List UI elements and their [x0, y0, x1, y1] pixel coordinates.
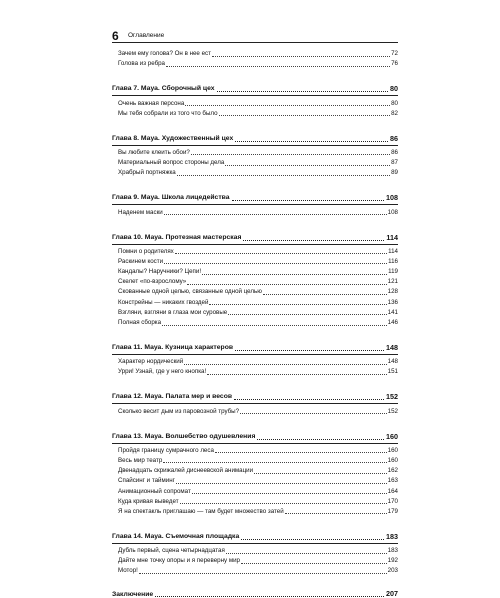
toc-item[interactable]	[118, 506, 398, 516]
chapter-heading[interactable]	[112, 336, 398, 352]
toc-item-title: Я на спектакль приглашаю — там будет множество затей	[118, 507, 284, 515]
toc-item-page: 87	[391, 159, 398, 167]
leader-dots	[187, 284, 386, 285]
toc-item[interactable]	[118, 445, 398, 455]
toc-item[interactable]	[118, 157, 398, 167]
toc-item[interactable]	[118, 545, 398, 555]
toc-item-title: Взгляни, взгляни в глаза мои суровые	[118, 308, 228, 316]
toc-item-page: 152	[387, 407, 398, 415]
toc-item[interactable]	[118, 266, 398, 276]
toc-item-page: 151	[387, 368, 398, 376]
leader-dots	[285, 513, 387, 514]
toc-item-page: 141	[387, 308, 398, 316]
chapter-rule	[112, 244, 398, 245]
chapter-rule	[112, 95, 398, 96]
leader-dots	[212, 56, 390, 57]
toc-item[interactable]	[118, 108, 398, 118]
toc-item-title: Куда кривая выведет	[118, 497, 179, 505]
toc-item-title: Очень важная персона	[118, 99, 185, 107]
toc-item-title: Мы тебя собрали из того что было	[118, 109, 218, 117]
toc-item-page: 80	[391, 99, 398, 107]
toc-item-title: Пройдя границу сумрачного леса	[118, 446, 214, 454]
toc-item-title: Спайсинг и тайминг	[118, 477, 175, 485]
toc-item-title: Вы любите клеить обои?	[118, 148, 190, 156]
leader-dots	[177, 175, 390, 176]
toc-item-page: 170	[387, 497, 398, 505]
chapter-title: Глава 11. Мауа. Кузница характеров	[112, 344, 234, 351]
chapter-items	[112, 246, 398, 328]
chapter-page: 80	[390, 84, 398, 94]
chapter-items	[112, 356, 398, 376]
chapter-section	[112, 77, 398, 117]
chapter-title: Глава 10. Мауа. Протезная мастерская	[112, 233, 242, 241]
leader-dots	[163, 462, 386, 463]
toc-item[interactable]	[118, 366, 398, 376]
toc-item-page: 82	[391, 109, 398, 117]
leader-dots	[226, 553, 387, 554]
leader-dots	[228, 314, 386, 315]
toc-item-title: Помни о родителях	[118, 247, 174, 255]
toc-item[interactable]	[118, 475, 398, 485]
toc-item-title: Раскинем кости	[118, 257, 164, 265]
chapter-page: 183	[386, 531, 398, 541]
chapters-list	[112, 77, 398, 575]
running-title: Оглавление	[128, 32, 165, 39]
toc-item-title: Констрейны — никаких гвоздей	[118, 298, 209, 306]
toc-item-page: 119	[388, 268, 398, 276]
leader-dots	[175, 253, 387, 254]
toc-item[interactable]	[118, 307, 398, 317]
toc-item-page: 203	[387, 567, 398, 575]
leader-dots	[225, 165, 390, 166]
toc-item-page: 116	[388, 257, 398, 265]
chapter-items	[112, 445, 398, 516]
toc-item-page: 108	[387, 208, 398, 216]
chapter-rule	[112, 145, 398, 146]
leader-dots	[202, 274, 387, 275]
toc-item-title: Полная сборка	[118, 319, 162, 326]
chapter-page: 152	[386, 392, 398, 402]
chapter-title: Глава 8. Мауа. Художественный цех	[112, 134, 234, 142]
toc-item-title: Храбрый портняжка	[118, 169, 176, 177]
leader-dots	[254, 473, 387, 474]
chapter-section	[112, 425, 398, 516]
toc-item-page: 121	[387, 278, 398, 286]
toc-item[interactable]	[118, 58, 398, 68]
leader-dots	[155, 596, 384, 597]
chapter-section	[112, 127, 398, 178]
chapter-items	[112, 206, 398, 216]
chapter-rule	[112, 443, 398, 444]
toc-item[interactable]	[118, 147, 398, 157]
toc-item[interactable]	[118, 256, 398, 266]
toc-item-page: 128	[387, 288, 398, 296]
chapter-section	[112, 336, 398, 376]
leader-dots	[185, 105, 390, 106]
chapter-page: 108	[386, 193, 398, 203]
table-of-contents	[112, 44, 398, 598]
toc-item-title: Материальный вопрос стороны дела	[118, 159, 225, 167]
leader-dots	[176, 483, 387, 484]
leader-dots	[235, 141, 388, 142]
chapter-items	[112, 405, 398, 415]
leader-dots	[209, 304, 386, 305]
chapter-rule	[112, 543, 398, 544]
toc-item[interactable]	[118, 206, 398, 216]
leader-dots	[257, 439, 384, 440]
chapter-rule	[112, 403, 398, 404]
leader-dots	[232, 200, 384, 201]
toc-item[interactable]	[118, 97, 398, 107]
chapter-title: Глава 12. Мауа. Палата мер и весов	[112, 393, 233, 401]
toc-item-title: Весь мир театр	[118, 456, 163, 464]
chapter-section	[112, 186, 398, 216]
leader-dots	[180, 503, 387, 504]
toc-item[interactable]	[118, 167, 398, 177]
toc-item-title: Зачем ему голова? Он в нее ест	[118, 50, 211, 58]
toc-item-page: 162	[387, 467, 398, 475]
chapter-section	[112, 385, 398, 415]
toc-item[interactable]	[118, 246, 398, 256]
toc-item[interactable]	[118, 276, 398, 286]
intro-items	[112, 48, 398, 68]
toc-item-title: Дайте мне точку опоры и я переверну мир	[118, 557, 240, 565]
leader-dots	[241, 539, 384, 540]
chapter-heading[interactable]	[112, 226, 398, 242]
page-number: 6	[112, 29, 119, 43]
leader-dots	[164, 214, 387, 215]
toc-item-title: Характер нордический	[118, 358, 184, 366]
chapter-title: Глава 14. Мауа. Съемочная площадка	[112, 532, 240, 540]
chapter-heading[interactable]	[112, 127, 398, 143]
toc-item-page: 89	[391, 169, 398, 177]
chapter-section	[112, 226, 398, 328]
toc-item[interactable]	[118, 317, 398, 327]
toc-item-page: 146	[387, 319, 398, 326]
chapter-heading[interactable]	[112, 425, 398, 441]
chapter-title: Глава 7. Мауа. Сборочный цех	[112, 85, 215, 93]
leader-dots	[240, 413, 387, 414]
chapter-rule	[112, 204, 398, 205]
toc-item-title: Урри! Узнай, где у него кнопка!	[118, 368, 207, 376]
chapter-title: Глава 13. Мауа. Волшебство одушевления	[112, 432, 256, 440]
toc-item-page: 163	[387, 477, 398, 485]
toc-item-page: 160	[387, 456, 398, 464]
leader-dots	[263, 294, 387, 295]
toc-item[interactable]	[118, 405, 398, 415]
toc-item-page: 86	[391, 148, 398, 156]
leader-dots	[139, 573, 387, 574]
toc-item[interactable]	[118, 356, 398, 366]
toc-item-page: 114	[388, 247, 398, 255]
chapter-items	[112, 147, 398, 178]
toc-item-title: Двенадцать скрижалей диснеевской анимации	[118, 467, 254, 475]
leader-dots	[162, 325, 387, 326]
chapter-rule	[112, 354, 398, 355]
toc-item-page: 72	[391, 50, 398, 58]
chapter-heading[interactable]	[112, 525, 398, 541]
leader-dots	[219, 115, 391, 116]
leader-dots	[164, 263, 387, 264]
leader-dots	[215, 452, 387, 453]
conclusion-entry[interactable]	[112, 584, 398, 598]
toc-item[interactable]	[118, 555, 398, 565]
chapter-page: 86	[390, 133, 398, 143]
header-rule	[112, 42, 398, 43]
toc-item-page: 192	[387, 557, 398, 565]
toc-item[interactable]	[118, 296, 398, 306]
chapter-page: 160	[386, 431, 398, 441]
toc-item-title: Скованные одной целью, связанные одной целью	[118, 288, 262, 296]
toc-item-title: Анимационный сопромат	[118, 487, 191, 495]
toc-item-page: 179	[387, 507, 398, 515]
toc-item[interactable]	[118, 48, 398, 58]
toc-item[interactable]	[118, 465, 398, 475]
toc-item-title: Сколько весит дым из паровозной трубы?	[118, 407, 240, 415]
toc-item[interactable]	[118, 455, 398, 465]
leader-dots	[234, 399, 384, 400]
leader-dots	[207, 374, 386, 375]
chapter-heading[interactable]	[112, 385, 398, 401]
toc-item[interactable]	[118, 496, 398, 506]
chapter-items	[112, 545, 398, 576]
toc-item-page: 76	[391, 60, 398, 68]
toc-item[interactable]	[118, 565, 398, 575]
conclusion-page: 207	[386, 589, 398, 598]
chapter-items	[112, 97, 398, 117]
toc-item-title: Скелет «по-взрослому»	[118, 278, 187, 286]
chapter-page: 114	[386, 232, 398, 242]
leader-dots	[241, 563, 387, 564]
chapter-page: 148	[386, 343, 398, 352]
toc-item-page: 183	[387, 547, 398, 555]
leader-dots	[217, 91, 388, 92]
chapter-heading[interactable]	[112, 77, 398, 93]
leader-dots	[191, 154, 390, 155]
toc-item[interactable]	[118, 485, 398, 495]
toc-item[interactable]	[118, 286, 398, 296]
chapter-section	[112, 525, 398, 576]
conclusion-title: Заключение	[112, 591, 154, 598]
toc-item-title: Наденем маски	[118, 208, 163, 216]
page-header	[112, 29, 398, 43]
toc-item-page: 164	[387, 487, 398, 495]
leader-dots	[235, 350, 384, 351]
toc-item-title: Голова из ребра	[118, 60, 165, 68]
chapter-title: Глава 9. Мауа. Школа лицедейства	[112, 194, 230, 202]
leader-dots	[166, 66, 390, 67]
toc-item-page: 160	[387, 446, 398, 454]
toc-item-page: 136	[387, 298, 398, 306]
leader-dots	[192, 493, 387, 494]
leader-dots	[184, 364, 386, 365]
toc-item-title: Дубль первый, сцена четырнадцатая	[118, 547, 225, 555]
toc-item-page: 148	[387, 358, 398, 366]
chapter-heading[interactable]	[112, 186, 398, 202]
toc-item-title: Кандалы? Наручники? Цепи!	[118, 268, 202, 276]
toc-item-title: Мотор!	[118, 567, 138, 575]
leader-dots	[243, 240, 384, 241]
